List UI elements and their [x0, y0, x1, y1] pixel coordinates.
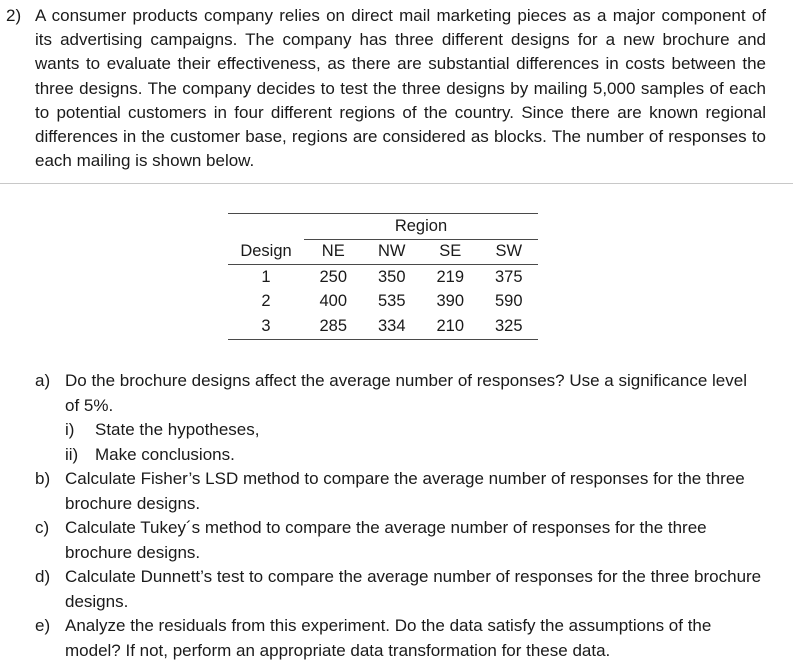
table-cell: 400 [319, 292, 348, 311]
question-label: e) [35, 616, 51, 635]
subquestion-ii [35, 443, 763, 468]
table-cell: 390 [436, 292, 465, 311]
design-header: Design [228, 239, 304, 265]
column-header-sw: SW [480, 239, 539, 265]
question-b [35, 467, 763, 516]
column-header-ne: NE [304, 239, 363, 265]
table-cell: 334 [363, 314, 422, 339]
question-text: Calculate Dunnett’s test to compare the average number of responses for the three brochure designs. [65, 567, 762, 611]
problem-text: A consumer products company relies on direct mail marketing pieces as a major component of its advertising campaigns. The company has three different designs for a new brochure and wants to evaluate their effectiveness, as there are substantial differences in costs between the three designs. The company decides to test the three designs by mailing 5,000 samples of each to potential customers in four different regions of the country. Since there are known regional differences in the customer base, regions are considered as blocks. The number of responses to each mailing is shown below. [35, 6, 766, 171]
table-cell: 375 [494, 267, 523, 286]
table-row [228, 265, 538, 290]
question-d [35, 565, 763, 614]
question-text: Analyze the residuals from this experiment. Do the data satisfy the assumptions of the model? If not, perform an appropriate data transformation for these data. [65, 616, 712, 660]
column-header-nw: NW [363, 239, 422, 265]
divider [0, 183, 793, 184]
table-cell: 535 [377, 292, 406, 311]
subquestion-text: State the hypotheses, [95, 420, 260, 439]
problem-number: 2) [6, 6, 22, 25]
question-a [35, 369, 763, 418]
question-text: Do the brochure designs affect the average number of responses? Use a significance level of 5%. [65, 371, 747, 415]
question-c [35, 516, 763, 565]
subquestion-label: ii) [65, 444, 79, 464]
table-corner-cell [228, 214, 304, 240]
responses-table [228, 213, 538, 340]
design-cell: 2 [261, 292, 271, 311]
subquestion-i [35, 418, 763, 443]
question-label: b) [35, 469, 51, 488]
table-cell: 219 [436, 267, 465, 286]
question-list [35, 369, 763, 663]
table-cell: 350 [377, 267, 406, 286]
table-cell: 250 [319, 267, 348, 286]
question-text: Calculate Tukey´s method to compare the average number of responses for the three brochure designs. [65, 518, 707, 562]
question-e [35, 614, 763, 663]
table-cell: 325 [480, 314, 539, 339]
table-cell: 590 [494, 292, 523, 311]
table-row [228, 314, 538, 339]
subquestion-label: i) [65, 420, 75, 439]
question-label: c) [35, 518, 50, 537]
table-cell: 285 [304, 314, 363, 339]
region-header: Region [304, 214, 538, 240]
question-label: d) [35, 567, 51, 586]
table-row [228, 290, 538, 315]
question-label: a) [35, 371, 51, 390]
problem-statement [6, 4, 766, 173]
subquestion-text: Make conclusions. [95, 444, 235, 464]
design-cell: 1 [261, 267, 271, 286]
question-text: Calculate Fisher’s LSD method to compare the average number of responses for the three brochure designs. [65, 469, 745, 513]
design-cell: 3 [228, 314, 304, 339]
column-header-se: SE [421, 239, 480, 265]
table-cell: 210 [421, 314, 480, 339]
